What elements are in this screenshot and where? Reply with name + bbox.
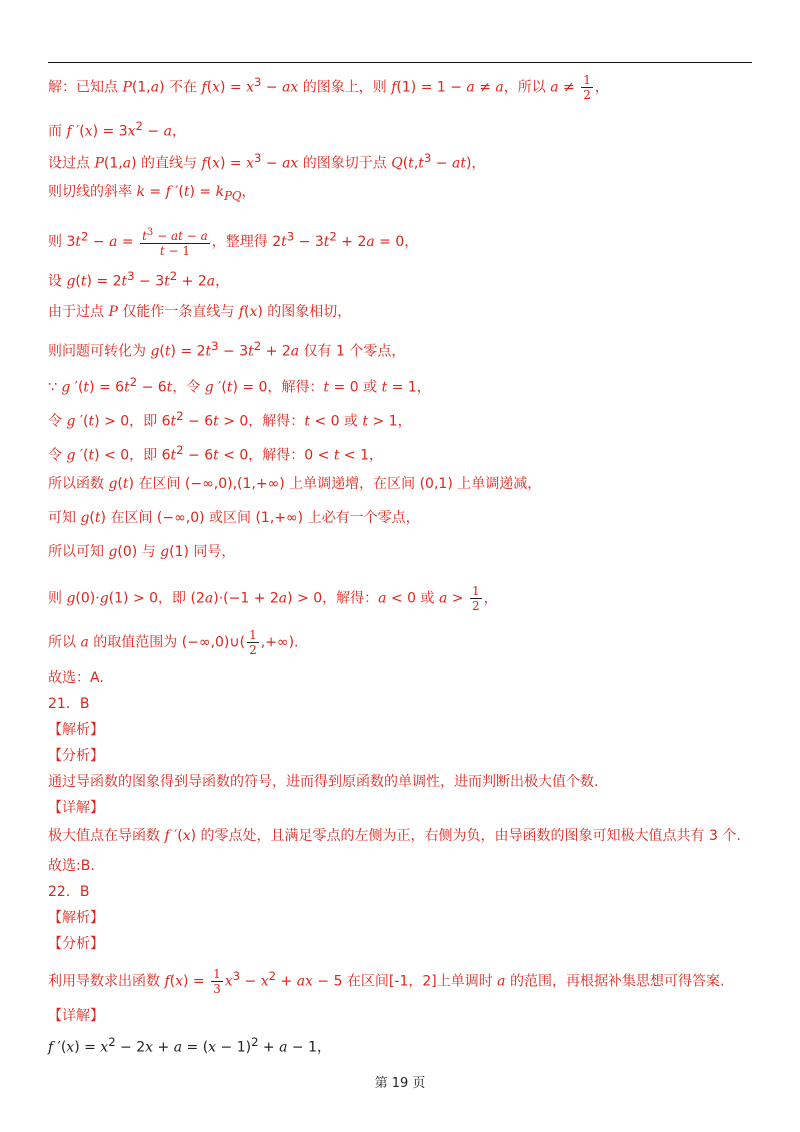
text-line: 则问题可转化为 $g(t) = 2t^3 - 3t^2 + 2a$ 仅有 1 个零点， xyxy=(48,339,406,360)
text-line: 所以函数 g(t) 在区间 (−∞,0),(1,+∞) 上单调递增，在区间 (0,1) 上单调递减， xyxy=(48,476,542,492)
text-line: 则 $3t^2 - a$ = $\frac{t^3 - at - a}{t - 1}$ ，整理得 $2t^3 - 3t^2 + 2a = 0$， xyxy=(48,227,419,258)
text-line: 【分析】 xyxy=(48,936,104,952)
text-line: 通过导函数的图象得到导函数的符号，进而得到原函数的单调性，进而判断出极大值个数. xyxy=(48,774,599,790)
text-line: 设 $g(t) = 2t^3 - 3t^2 + 2a$， xyxy=(48,269,230,290)
page-footer: 第 19 页 xyxy=(374,1076,426,1091)
text-line: 【分析】 xyxy=(48,748,104,764)
text-line: 极大值点在导函数 f ′(x) 的零点处，且满足零点的左侧为正，右侧为负，由导函数的图象可知极大值点共有 3 个. xyxy=(48,828,741,844)
text-line: 由于过点 P 仅能作一条直线与 f(x) 的图象相切， xyxy=(48,304,352,320)
text-line: 利用导数求出函数 f(x) = $\frac{1}{3}$ $x^3 - x^2$ + ax − 5 在区间[-1，2]上单调时 a 的范围，再根据补集思想可得答案. xyxy=(48,967,725,997)
text-line: 所以 a 的取值范围为 (−∞,0)∪( $\frac{1}{2}$ ,+∞). xyxy=(48,628,299,657)
header-rule xyxy=(48,62,752,63)
text-line: ∵ g $'(t) = 6t^2 - 6t$，令 g ′(t) = 0，解得：t = 0 或 t = 1， xyxy=(48,375,431,396)
text-line: 故选:B. xyxy=(48,858,95,874)
text-line: 设过点 P(1,a) 的直线与 $f(x) = x^3$ − ax 的图象切于点 $Q(t,t^3 - at)$， xyxy=(48,151,486,172)
text-line: 则 g(0)·g(1) > 0，即 (2a)·(−1 + 2a) > 0，解得：a < 0 或 a > $\frac{1}{2}$ ， xyxy=(48,584,498,613)
text-line: 令 g ′(t) < 0，即 $6t^2 - 6t < 0$，解得：0 < t < 1， xyxy=(48,443,384,464)
text-line: 而 f $'(x) = 3x^2 - a$， xyxy=(48,119,186,140)
text-line: f $'(x) = x^2 - 2x + a = (x - 1)^2 + a - 1$， xyxy=(48,1035,332,1056)
text-line: 【解析】 xyxy=(48,910,104,926)
text-line: 【解析】 xyxy=(48,722,104,738)
text-line: 则切线的斜率 k = f $'(t) = k_{PQ}$， xyxy=(48,184,256,203)
text-line: 令 g ′(t) > 0，即 $6t^2 - 6t > 0$，解得：t < 0 或 t > 1， xyxy=(48,409,412,430)
text-line: 可知 g(t) 在区间 (−∞,0) 或区间 (1,+∞) 上必有一个零点， xyxy=(48,510,420,526)
text-line: 22．B xyxy=(48,884,90,900)
text-line: 故选：A. xyxy=(48,670,104,686)
text-line: 【详解】 xyxy=(48,1008,104,1024)
text-line: 【详解】 xyxy=(48,800,104,816)
text-line: 解：已知点 P(1,a) 不在 $f(x) = x^3$ − ax 的图象上，则 f(1) = 1 − a ≠ a，所以 a ≠ $\frac{1}{2}$ ， xyxy=(48,73,609,103)
text-line: 所以可知 g(0) 与 g(1) 同号， xyxy=(48,544,236,560)
text-line: 21．B xyxy=(48,696,90,712)
